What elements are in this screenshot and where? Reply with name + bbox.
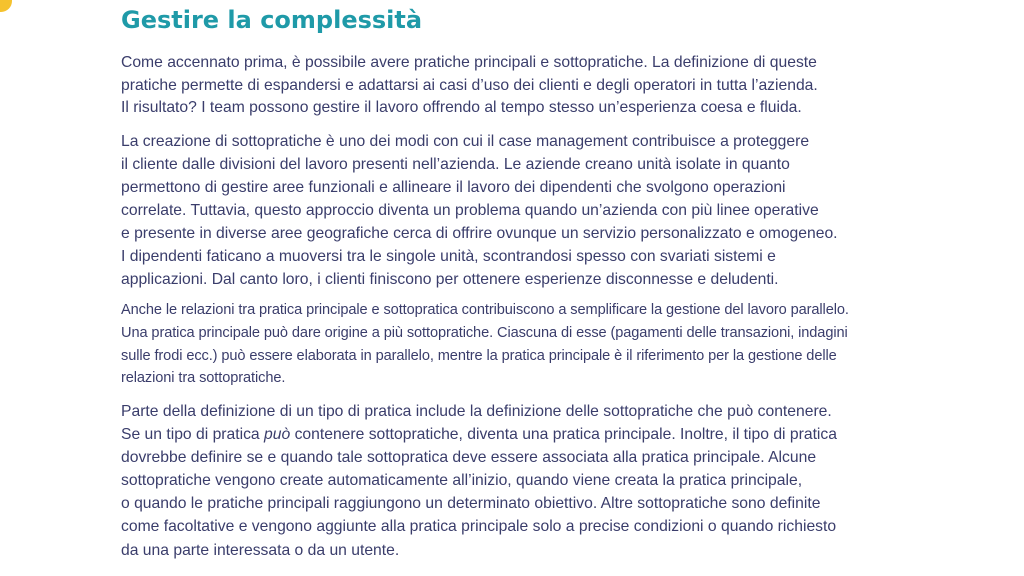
text-line: Una pratica principale può dare origine a più sottopratiche. Ciascuna di esse (pagamenti delle transazioni, indagini bbox=[121, 324, 848, 341]
page-title: Gestire la complessità bbox=[121, 6, 423, 34]
text-line: La creazione di sottopratiche è uno dei modi con cui il case management contribuisce a proteggere bbox=[121, 132, 810, 150]
text-line: e presente in diverse aree geografiche cerca di offrire ovunque un servizio personalizzato e omogeneo. bbox=[121, 224, 838, 242]
text-line: il cliente dalle divisioni del lavoro presenti nell’azienda. Le aziende creano unità isolate in quanto bbox=[121, 155, 790, 173]
text-line: Come accennato prima, è possibile avere pratiche principali e sottopratiche. La definizione di queste bbox=[121, 54, 817, 71]
text-line: permettono di gestire aree funzionali e allineare il lavoro dei dipendenti che svolgono operazioni bbox=[121, 178, 786, 196]
document-page bbox=[121, 0, 921, 562]
text-segment: Se un tipo di pratica bbox=[121, 426, 265, 444]
text-line: Il risultato? I team possono gestire il lavoro offrendo al tempo stesso un’esperienza coesa e fluida. bbox=[121, 99, 802, 116]
corner-accent-shape bbox=[0, 0, 12, 12]
text-line: come facoltative e vengono aggiunte alla pratica principale solo a precise condizioni o quando richiesto bbox=[121, 518, 837, 536]
paragraph-intro bbox=[121, 52, 921, 120]
text-line: da una parte interessata o da un utente. bbox=[121, 541, 400, 559]
emphasis-text: può bbox=[264, 426, 291, 444]
text-line: sulle frodi ecc.) può essere elaborata in parallelo, mentre la pratica principale è il riferimento per la gestione delle bbox=[121, 347, 837, 364]
paragraph-subcases bbox=[121, 130, 921, 292]
text-line: sottopratiche vengono create automaticamente all’inizio, quando viene creata la pratica principale, bbox=[121, 472, 803, 490]
text-segment: contenere sottopratiche, diventa una pratica principale. Inoltre, il tipo di pratica bbox=[290, 426, 837, 444]
text-line: I dipendenti faticano a muoversi tra le singole unità, scontrandosi spesso con svariati sistemi e bbox=[121, 247, 776, 265]
text-line: correlate. Tuttavia, questo approccio diventa un problema quando un’azienda con più linee operative bbox=[121, 201, 819, 219]
text-line: dovrebbe definire se e quando tale sottopratica deve essere associata alla pratica principale. Alcune bbox=[121, 449, 817, 467]
paragraph-relations bbox=[121, 299, 921, 390]
text-line bbox=[121, 423, 921, 446]
text-line: applicazioni. Dal canto loro, i clienti finiscono per ottenere esperienze disconnesse e deludenti. bbox=[121, 271, 779, 289]
text-line: Parte della definizione di un tipo di pratica include la definizione delle sottopratiche che può contenere. bbox=[121, 402, 832, 420]
text-line: relazioni tra sottopratiche. bbox=[121, 370, 286, 387]
text-line: Anche le relazioni tra pratica principale e sottopratica contribuiscono a semplificare la gestione del lavoro parallelo. bbox=[121, 302, 849, 319]
text-line: pratiche permette di espandersi e adattarsi ai casi d’uso dei clienti e degli operatori in tutta l’azienda. bbox=[121, 76, 818, 94]
paragraph-case-type bbox=[121, 400, 921, 562]
text-line: o quando le pratiche principali raggiungono un determinato obiettivo. Altre sottopratiche sono definite bbox=[121, 495, 821, 513]
